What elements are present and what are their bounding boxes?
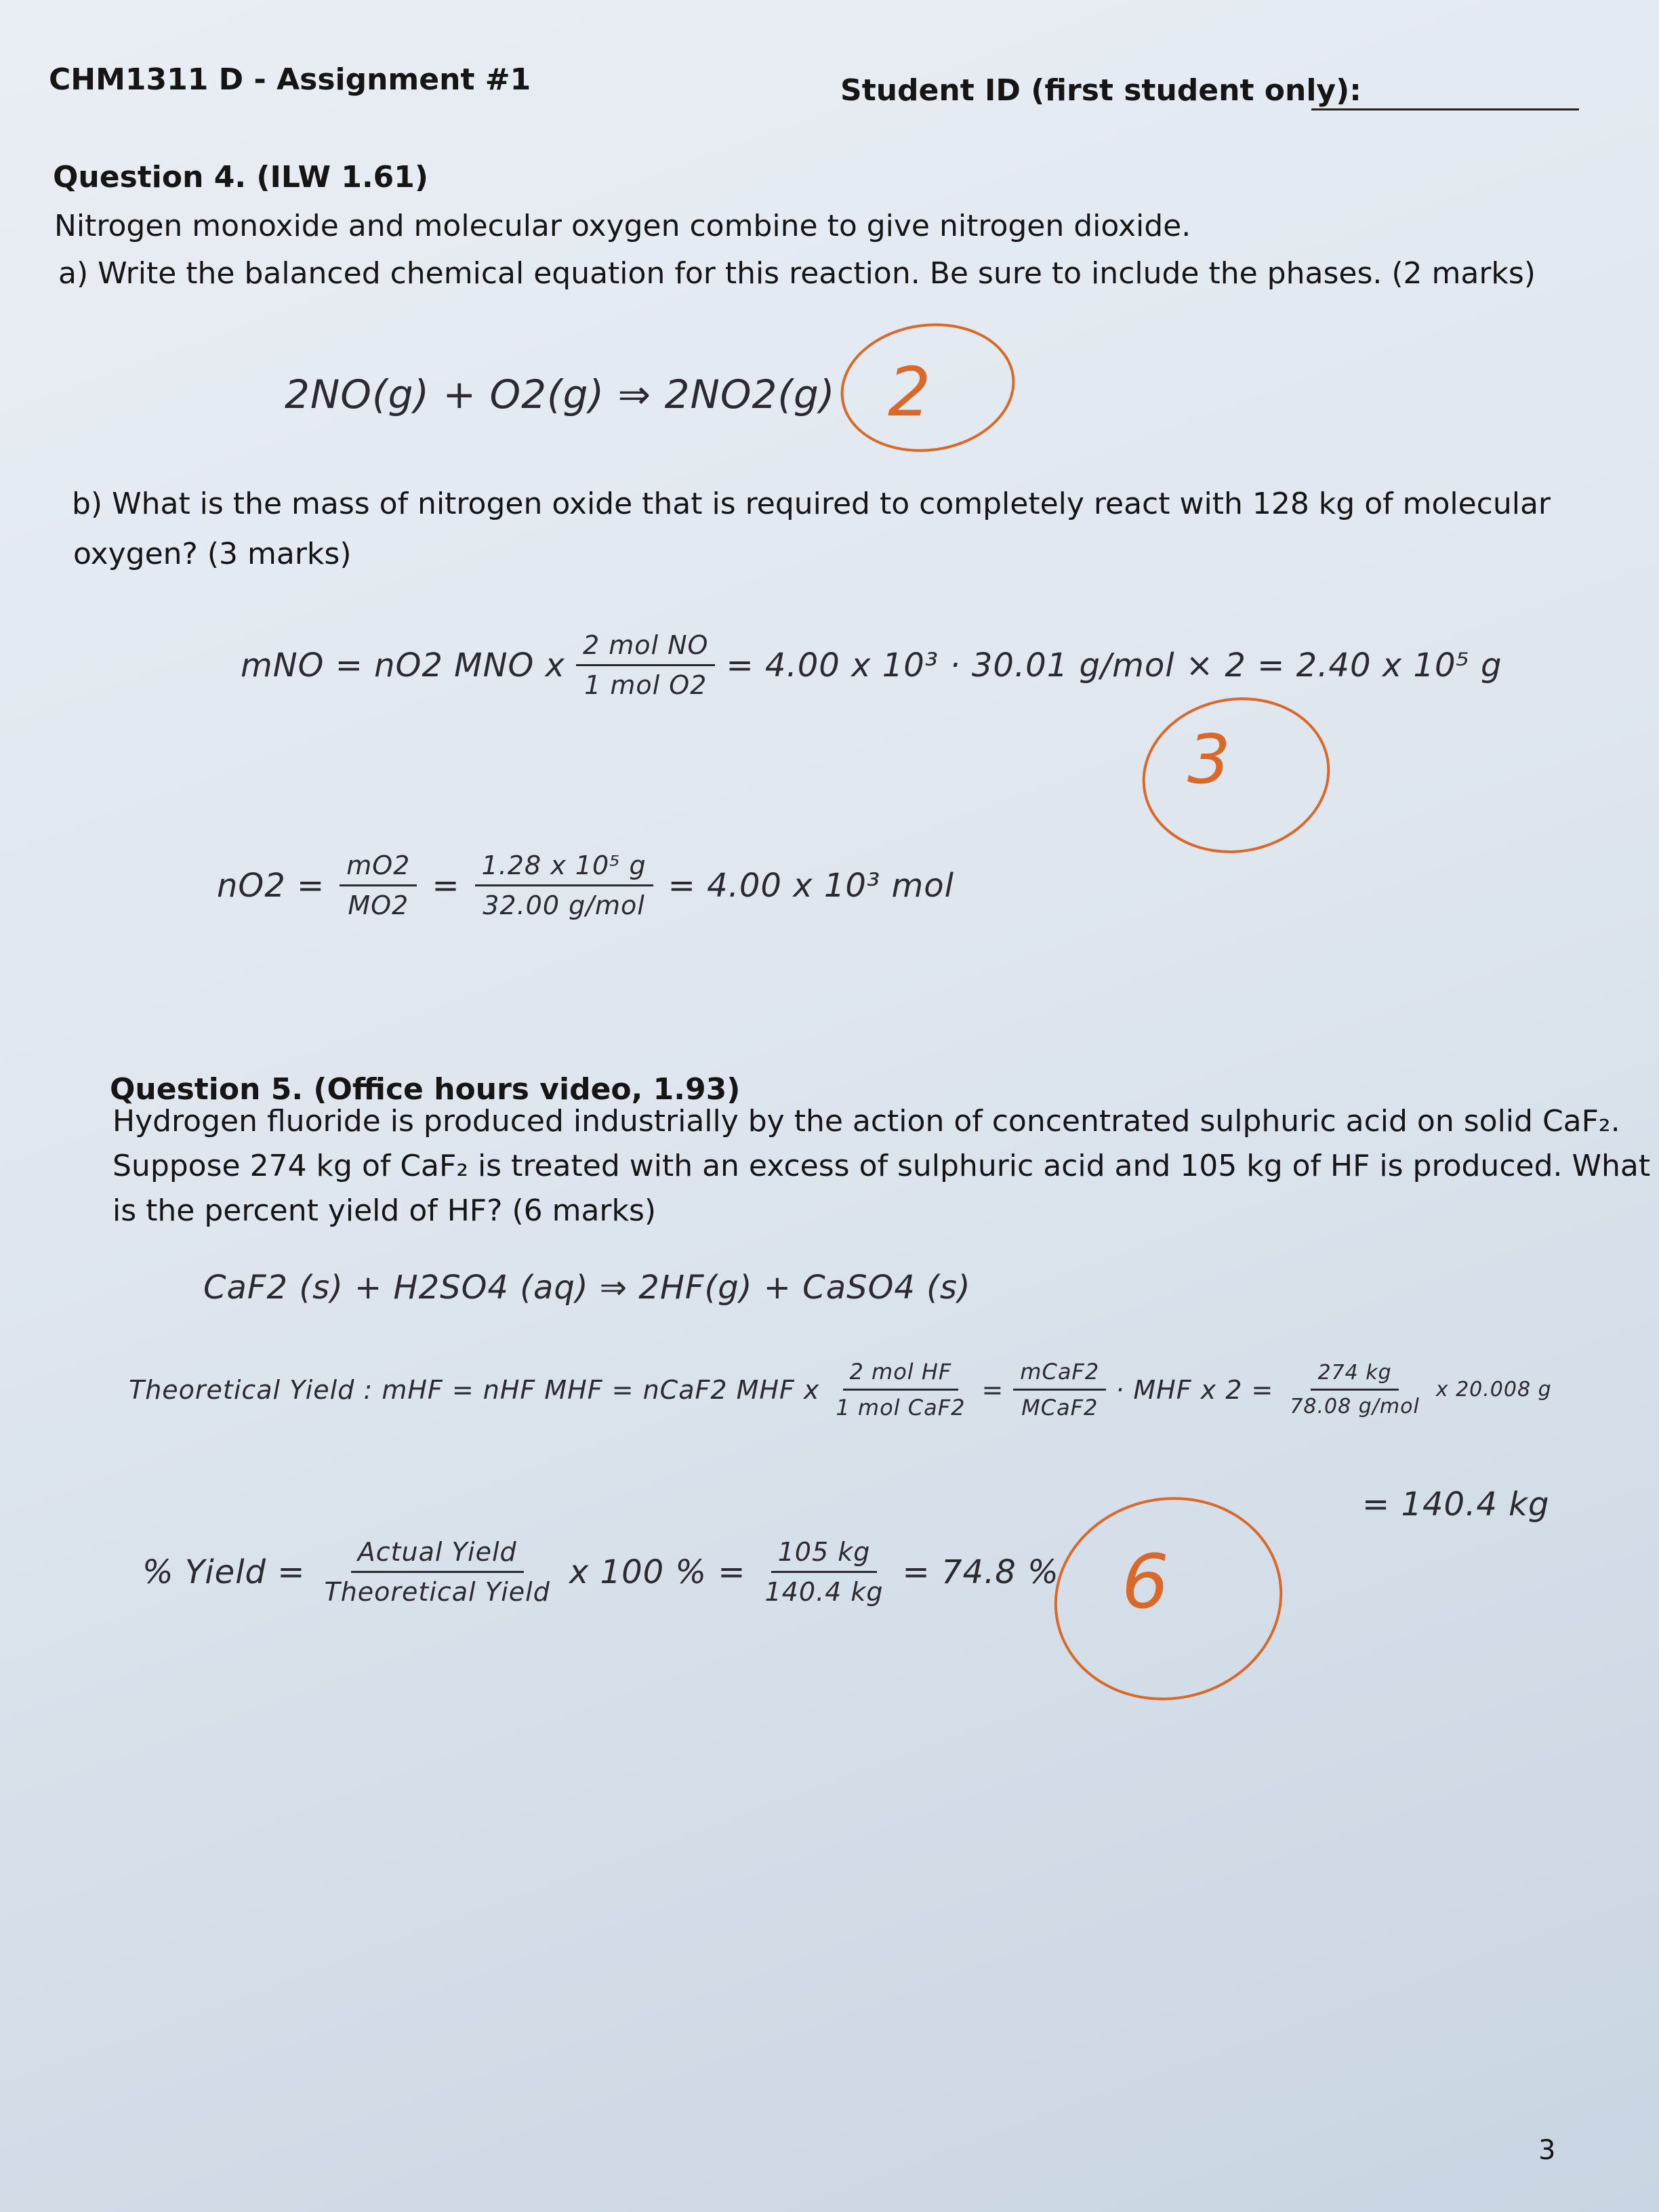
q5-ty-frac3-num: 274 kg: [1311, 1361, 1398, 1391]
q4-b1-ratio-den: 1 mol O2: [584, 670, 708, 700]
q5-text: [112, 1099, 1650, 1233]
q5-ty-tail: x 20.008 g: [1435, 1378, 1552, 1401]
q4-b2-frac2-den: 32.00 g/mol: [483, 890, 645, 920]
q5-grade: 6: [1122, 1538, 1169, 1625]
q5-ty-frac3-den: 78.08 g/mol: [1290, 1395, 1420, 1418]
q5-ty-frac2: [1013, 1359, 1106, 1420]
q5-py-frac1-den: Theoretical Yield: [324, 1577, 550, 1607]
page-number: 3: [1538, 2135, 1556, 2166]
q4-b2-frac2: [475, 851, 653, 920]
q5-ty-frac2-num: mCaF2: [1013, 1359, 1106, 1391]
q4-b1-mole-ratio: [576, 630, 716, 700]
student-id-label: Student ID (first student only):: [840, 73, 1361, 108]
q4-title: Question 4. (ILW 1.61): [53, 160, 429, 194]
q5-line1: Hydrogen fluoride is produced industrially by the action of concentrated sulphuric acid on solid CaF₂.: [112, 1104, 1620, 1139]
q4-b2-frac1-num: mO2: [340, 851, 417, 886]
q5-ty-mid: · MHF x 2 =: [1115, 1374, 1274, 1405]
q4-part-b-line1: b) What is the mass of nitrogen oxide that is required to completely react with 128 kg of molecular: [72, 487, 1551, 521]
q5-py-mid: x 100 % =: [569, 1553, 746, 1591]
q5-line2: Suppose 274 kg of CaF₂ is treated with an excess of sulphuric acid and 105 kg of HF is produced. What: [112, 1149, 1651, 1183]
q4-b2-rhs: = 4.00 x 10³ mol: [668, 866, 954, 905]
q5-percent-yield: [142, 1537, 1059, 1607]
q5-py-frac1-num: Actual Yield: [351, 1537, 524, 1573]
q5-ty-ratio-den: 1 mol CaF2: [836, 1395, 966, 1420]
q5-ty-frac3: [1283, 1361, 1426, 1418]
student-id-blank: [1311, 108, 1579, 110]
q5-theoretical-yield: [129, 1359, 1552, 1420]
q5-ty-lhs: Theoretical Yield : mHF = nHF MHF = nCaF2 MHF x: [129, 1374, 820, 1405]
q5-py-result: = 74.8 %: [902, 1553, 1059, 1591]
q4-b-grade-circle: [1130, 683, 1342, 868]
q4-part-b-line2: oxygen? (3 marks): [73, 537, 352, 571]
q5-py-lhs: % Yield =: [142, 1553, 306, 1591]
q5-ty-result: = 140.4 kg: [1362, 1486, 1550, 1523]
course-title: CHM1311 D - Assignment #1: [49, 62, 531, 97]
q4-b2-frac1-den: MO2: [348, 890, 409, 920]
q4-b-work-mass: [241, 630, 1502, 700]
q4-a-answer: 2NO(g) + O2(g) ⇒ 2NO2(g): [285, 371, 836, 417]
q4-b2-lhs: nO2 =: [217, 866, 325, 905]
q5-ty-ratio: [829, 1359, 972, 1420]
q5-py-frac2: [758, 1537, 890, 1607]
q4-b1-ratio-num: 2 mol NO: [576, 630, 716, 666]
q5-py-frac2-den: 140.4 kg: [764, 1577, 884, 1607]
q5-ty-ratio-num: 2 mol HF: [843, 1359, 959, 1391]
q4-b2-frac1: [340, 851, 417, 920]
q4-a-grade: 2: [888, 352, 931, 432]
q5-py-frac2-num: 105 kg: [771, 1537, 878, 1573]
q5-py-frac1: [318, 1537, 557, 1607]
q5-ty-frac2-den: MCaF2: [1021, 1395, 1099, 1420]
q4-b2-frac2-num: 1.28 x 10⁵ g: [475, 851, 653, 886]
q5-ty-eq: =: [981, 1374, 1004, 1405]
q4-b1-rhs: = 4.00 x 10³ · 30.01 g/mol × 2 = 2.40 x 10⁵ g: [726, 646, 1502, 684]
q4-b-work-moles: [217, 851, 954, 920]
q4-b1-lhs: mNO = nO2 MNO x: [241, 646, 565, 684]
q4-b2-eq: =: [432, 866, 460, 905]
q4-intro: Nitrogen monoxide and molecular oxygen combine to give nitrogen dioxide.: [54, 209, 1191, 243]
q5-equation: CaF2 (s) + H2SO4 (aq) ⇒ 2HF(g) + CaSO4 (s): [203, 1269, 971, 1307]
q4-b-grade: 3: [1187, 720, 1231, 799]
q4-part-a: a) Write the balanced chemical equation for this reaction. Be sure to include the phases. (2 marks): [58, 256, 1536, 291]
q5-title: Question 5. (Office hours video, 1.93): [110, 1072, 741, 1107]
q5-line3: is the percent yield of HF? (6 marks): [112, 1193, 657, 1228]
